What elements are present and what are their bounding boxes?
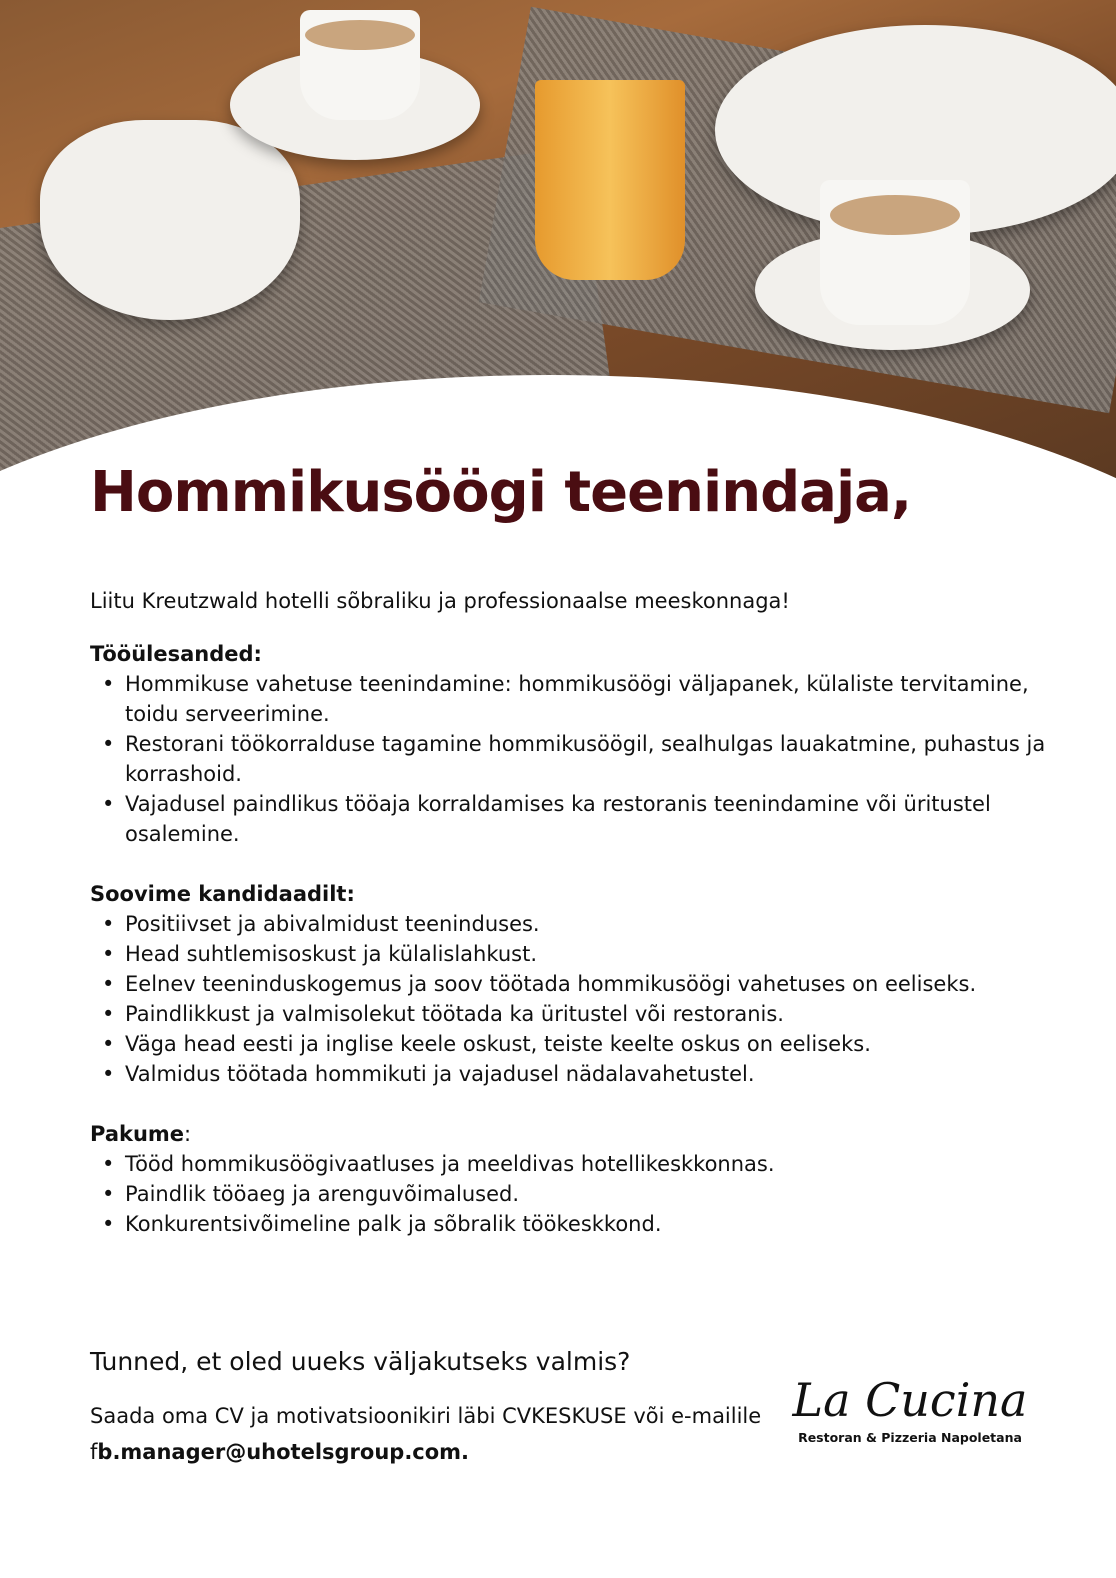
- intro-text: Liitu Kreutzwald hotelli sõbraliku ja professionaalse meeskonnaga!: [90, 589, 790, 613]
- logo-name: La Cucina: [792, 1373, 1028, 1427]
- section-offer: Pakume: • Tööd hommikusöögivaatluses ja meeldivas hotellikeskkonnas. • Paindlik tööaeg ja arenguvõimalused. • Konkurentsivõimeline palk ja sõbralik töökeskkond.: [90, 1119, 1050, 1239]
- cta-heading: Tunned, et oled uueks väljakutseks valmis?: [90, 1347, 631, 1376]
- hero-photo: [0, 0, 1116, 480]
- section-heading: Tööülesanded:: [90, 642, 262, 666]
- call-to-action: [90, 1347, 770, 1470]
- list-item: • Vajadusel paindlikus tööaja korraldamises ka restoranis teenindamine või üritustel osalemine.: [90, 789, 1050, 849]
- la-cucina-logo: [790, 1370, 1030, 1445]
- list-item: • Valmidus töötada hommikuti ja vajadusel nädalavahetustel.: [90, 1059, 1050, 1089]
- list-item: • Konkurentsivõimeline palk ja sõbralik töökeskkond.: [90, 1209, 1050, 1239]
- section-requirements: [90, 879, 1050, 1089]
- cta-text: Saada oma CV ja motivatsioonikiri läbi CVKESKUSE või e-mailile f: [90, 1404, 762, 1464]
- logo-subtitle: Restoran & Pizzeria Napoletana: [798, 1430, 1022, 1445]
- list-item: • Positiivset ja abivalmidust teeninduses.: [90, 909, 1050, 939]
- section-heading: Soovime kandidaadilt:: [90, 882, 355, 906]
- section-heading: Pakume: [90, 1122, 185, 1146]
- section-duties: [90, 639, 1050, 849]
- list-item: • Eelnev teeninduskogemus ja soov töötada hommikusöögi vahetuses on eeliseks.: [90, 969, 1050, 999]
- list-item: • Hommikuse vahetuse teenindamine: hommikusöögi väljapanek, külaliste tervitamine, toidu serveerimine.: [90, 669, 1050, 729]
- list-item: • Väga head eesti ja inglise keele oskust, teiste keelte oskus on eeliseks.: [90, 1029, 1050, 1059]
- list-item: • Restorani töökorralduse tagamine hommikusöögil, sealhulgas lauakatmine, puhastus ja korrashoid.: [90, 729, 1050, 789]
- list-item: • Paindlik tööaeg ja arenguvõimalused.: [90, 1179, 1050, 1209]
- job-content: [90, 460, 1050, 1269]
- list-item: • Tööd hommikusöögivaatluses ja meeldivas hotellikeskkonnas.: [90, 1149, 1050, 1179]
- job-title: Hommikusöögi teenindaja,: [90, 460, 912, 525]
- list-item: • Paindlikkust ja valmisolekut töötada ka üritustel või restoranis.: [90, 999, 1050, 1029]
- email-link[interactable]: b.manager@uhotelsgroup.com.: [97, 1440, 470, 1464]
- list-item: • Head suhtlemisoskust ja külalislahkust.: [90, 939, 1050, 969]
